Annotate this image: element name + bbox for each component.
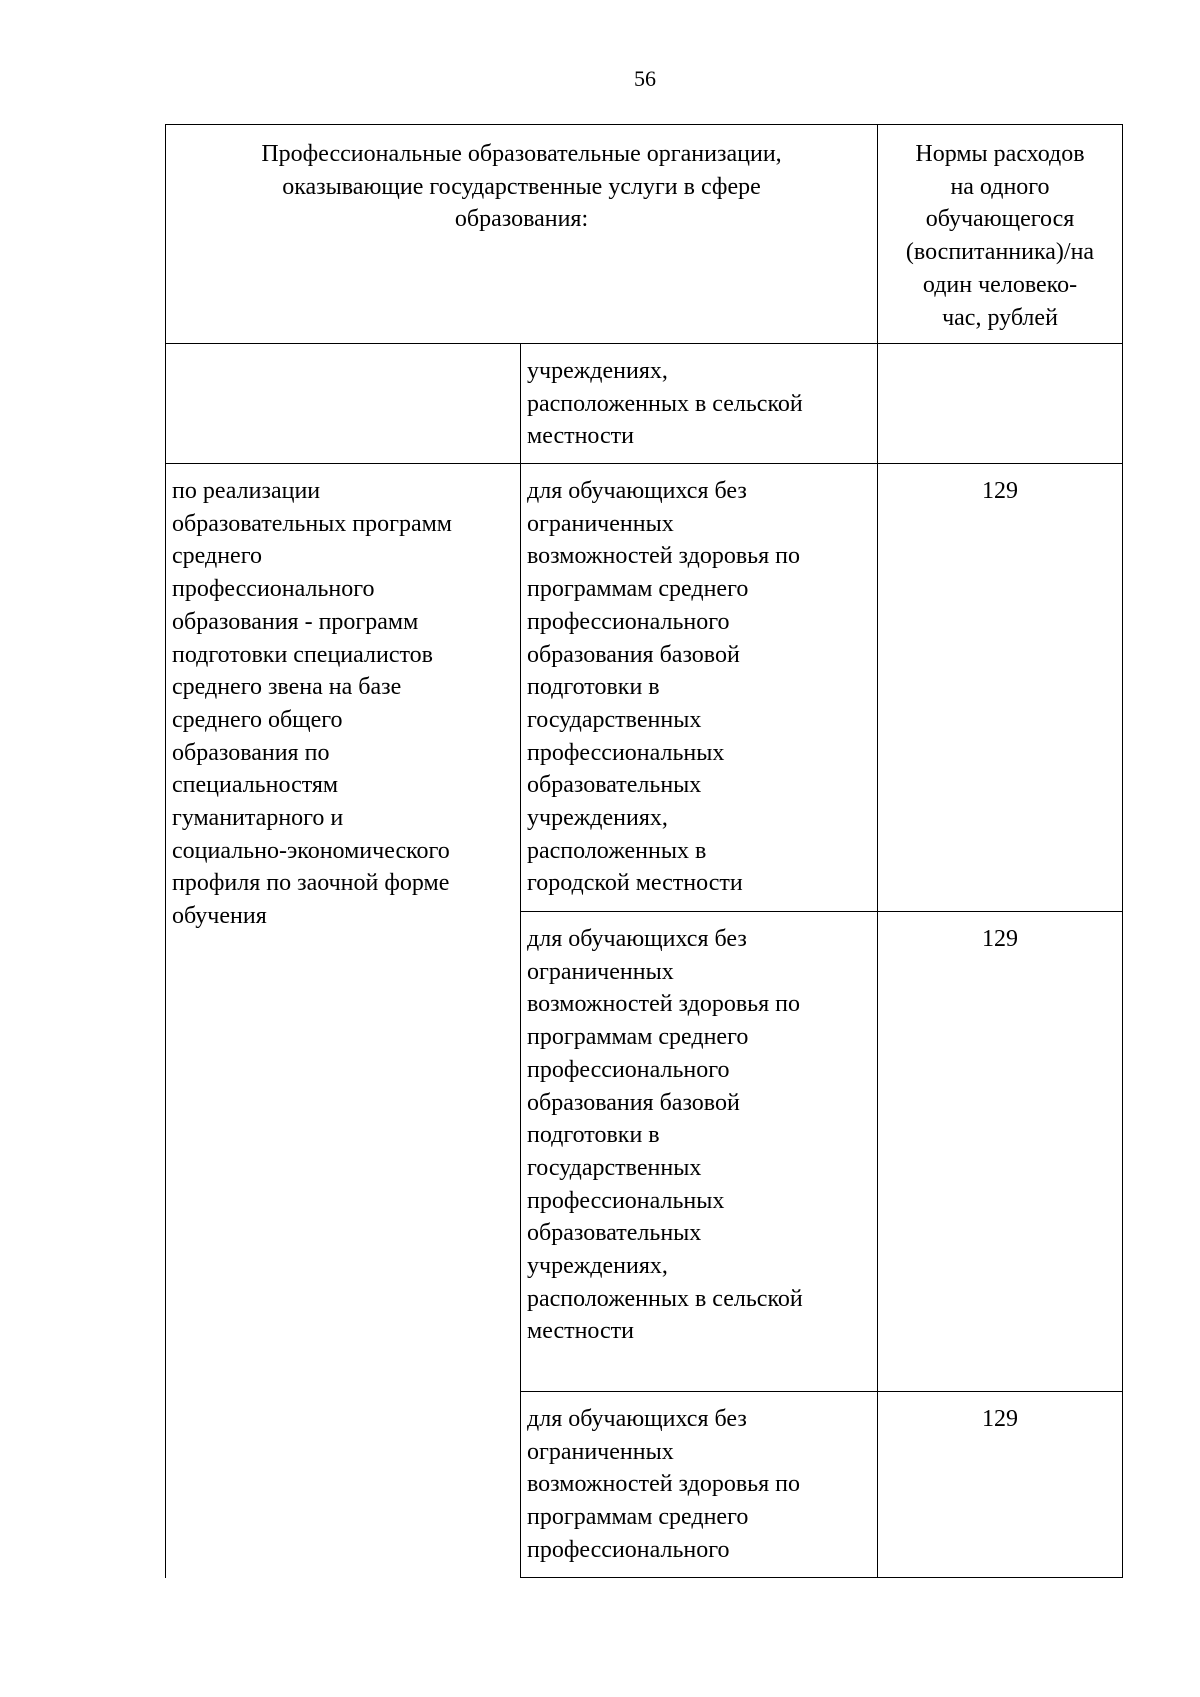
value-text: 129 (982, 1406, 1018, 1432)
value-cell-empty (878, 344, 1123, 464)
value-text: 129 (982, 478, 1018, 504)
value-cell (878, 912, 1123, 1392)
description-text: для обучающихся без ограниченных возможностей здоровья по программам среднего профессионального (527, 1406, 800, 1563)
table-row (166, 464, 1123, 912)
description-text: для обучающихся без ограниченных возможностей здоровья по программам среднего профессионального образования базовой подготовки в государственных профессиональных образовательных учреждениях, расположенных в городской местности (527, 478, 800, 897)
category-text: по реализации образовательных программ среднего профессионального образования - программ подготовки специалистов среднего звена на базе среднего общего образования по специальностям гуманитарного и социально-экономического профиля по заочной форме обучения (172, 478, 452, 930)
description-cell (521, 464, 878, 912)
description-cell (521, 912, 878, 1392)
description-text: для обучающихся без ограниченных возможностей здоровья по программам среднего профессионального образования базовой подготовки в государственных профессиональных образовательных учреждениях, расположенных в сельской местности (527, 926, 803, 1345)
header-organizations-text: Профессиональные образовательные организации, оказывающие государственные услуги в сфере образования: (261, 141, 782, 233)
description-cell (521, 344, 878, 464)
category-cell (166, 464, 521, 1578)
description-text: учреждениях, расположенных в сельской местности (527, 358, 803, 450)
header-norms-text: Нормы расходов на одного обучающегося (воспитанника)/на один человеко- час, рублей (905, 141, 1095, 331)
value-text: 129 (982, 926, 1018, 952)
table-row (166, 344, 1123, 464)
value-cell (878, 464, 1123, 912)
value-cell (878, 1392, 1123, 1578)
header-norms-cell (878, 125, 1123, 344)
category-cell-empty (166, 344, 521, 464)
description-cell (521, 1392, 878, 1578)
page-number: 56 (634, 66, 656, 91)
header-organizations-cell (166, 125, 878, 344)
table-header-row (166, 125, 1123, 344)
expense-norms-table (165, 124, 1123, 1578)
